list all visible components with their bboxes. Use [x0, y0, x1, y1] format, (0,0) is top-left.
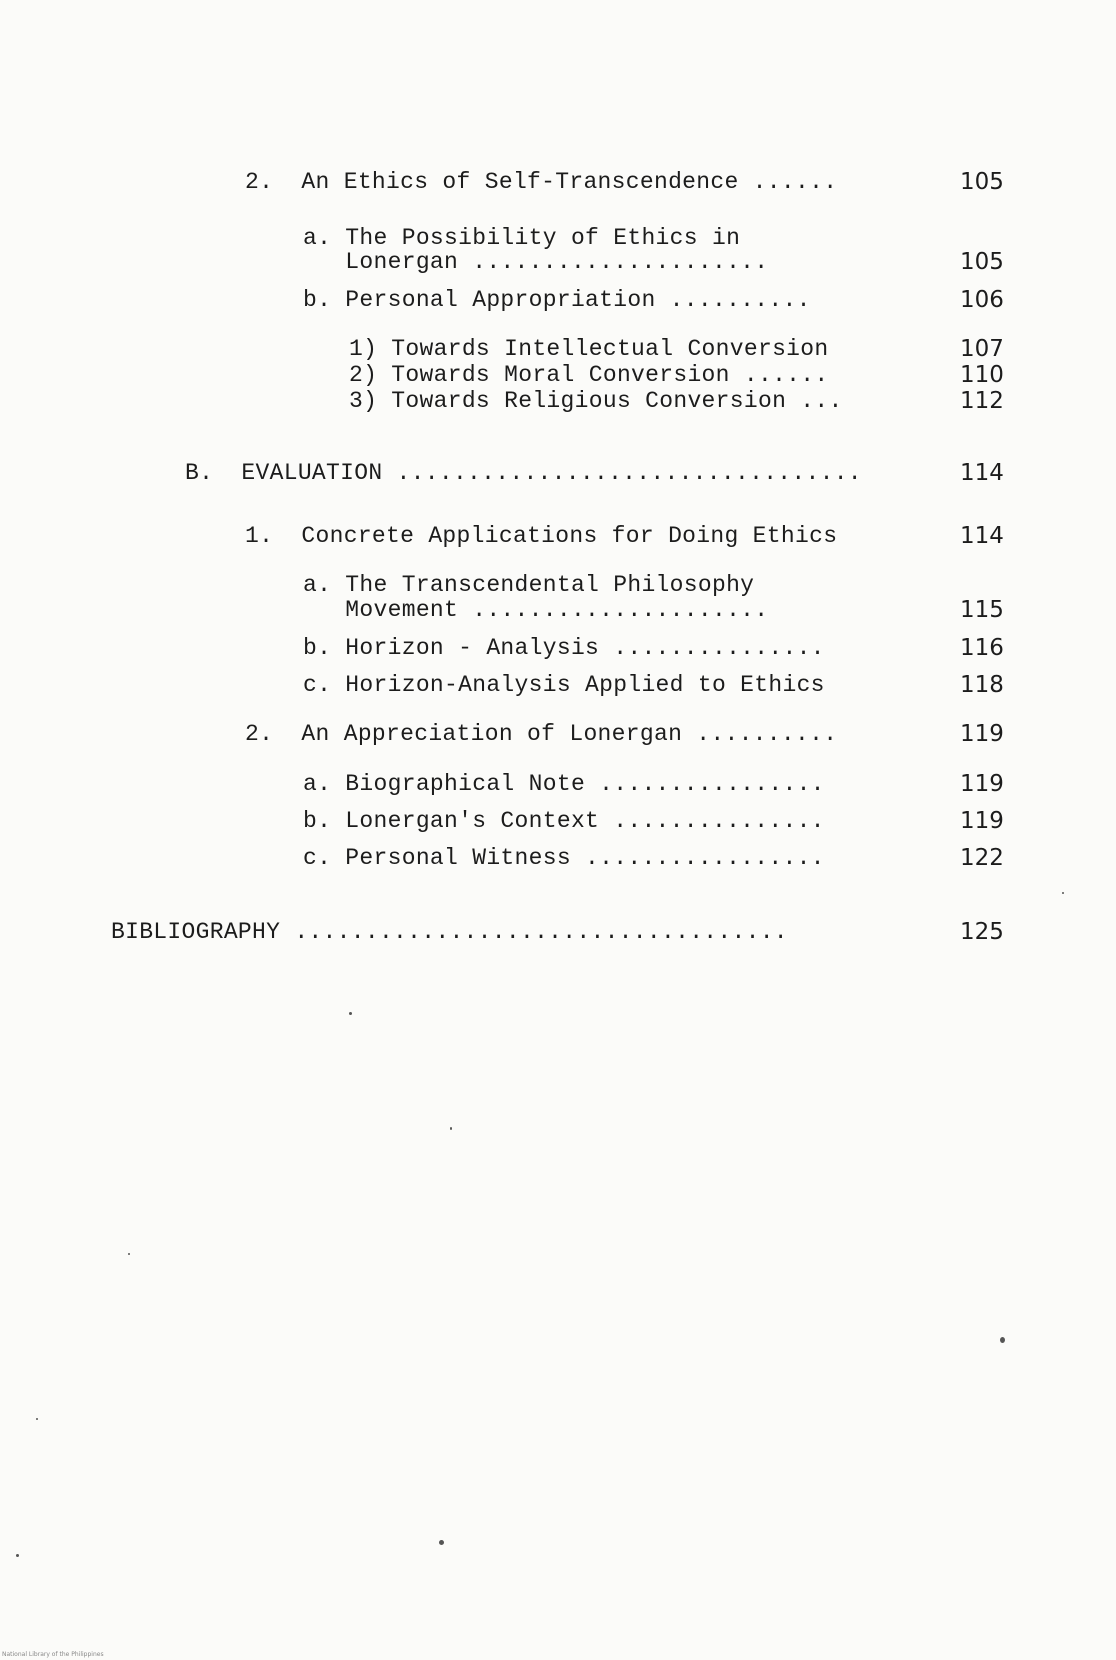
toc-entry-page: 119 [960, 771, 1004, 797]
toc-entry-page: 119 [960, 721, 1004, 747]
toc-entry-page: 118 [960, 672, 1004, 698]
toc-entry-page: 106 [960, 287, 1004, 313]
toc-entry-text: a. Biographical Note ................ [303, 771, 825, 797]
toc-entry-page: 112 [960, 388, 1004, 414]
scan-speck [128, 1253, 130, 1255]
toc-entry-text: 3) Towards Religious Conversion ... [349, 388, 843, 414]
toc-entry-text: 1) Towards Intellectual Conversion [349, 336, 829, 362]
toc-entry-page: 105 [960, 249, 1004, 275]
toc-entry-text: b. Personal Appropriation .......... [303, 287, 811, 313]
scan-footer: National Library of the Philippines [2, 1651, 104, 1658]
toc-entry-text: Movement ..................... [303, 597, 769, 623]
scan-speck [1000, 1337, 1005, 1343]
toc-entry-text: c. Personal Witness ................. [303, 845, 825, 871]
scan-speck [450, 1127, 452, 1130]
toc-entry-text: BIBLIOGRAPHY ................................... [111, 919, 788, 945]
toc-entry-text: 2. An Ethics of Self-Transcendence ...... [245, 169, 838, 195]
toc-entry-page: 114 [960, 460, 1004, 486]
scan-speck [36, 1418, 38, 1420]
toc-entry-page: 105 [960, 169, 1004, 195]
toc-entry-text: a. The Possibility of Ethics in [303, 225, 741, 251]
toc-entry-text: 2) Towards Moral Conversion ...... [349, 362, 829, 388]
toc-entry-page: 125 [960, 919, 1004, 945]
toc-entry-text: b. Lonergan's Context ............... [303, 808, 825, 834]
scan-speck [16, 1554, 19, 1557]
toc-entry-page: 115 [960, 597, 1004, 623]
toc-entry-text: 1. Concrete Applications for Doing Ethics [245, 523, 838, 549]
scan-speck [439, 1540, 444, 1545]
toc-entry-text: a. The Transcendental Philosophy [303, 572, 755, 598]
toc-entry-text: b. Horizon - Analysis ............... [303, 635, 825, 661]
scan-speck [349, 1012, 352, 1015]
toc-entry-page: 110 [960, 362, 1004, 388]
toc-entry-text: Lonergan ..................... [303, 249, 769, 275]
toc-entry-page: 116 [960, 635, 1004, 661]
toc-entry-page: 114 [960, 523, 1004, 549]
toc-entry-page: 119 [960, 808, 1004, 834]
toc-entry-text: c. Horizon-Analysis Applied to Ethics [303, 672, 825, 698]
toc-entry-text: 2. An Appreciation of Lonergan .......... [245, 721, 838, 747]
scan-speck [1062, 892, 1064, 894]
toc-entry-text: B. EVALUATION ................................. [185, 460, 862, 486]
toc-entry-page: 122 [960, 845, 1004, 871]
toc-entry-page: 107 [960, 336, 1004, 362]
